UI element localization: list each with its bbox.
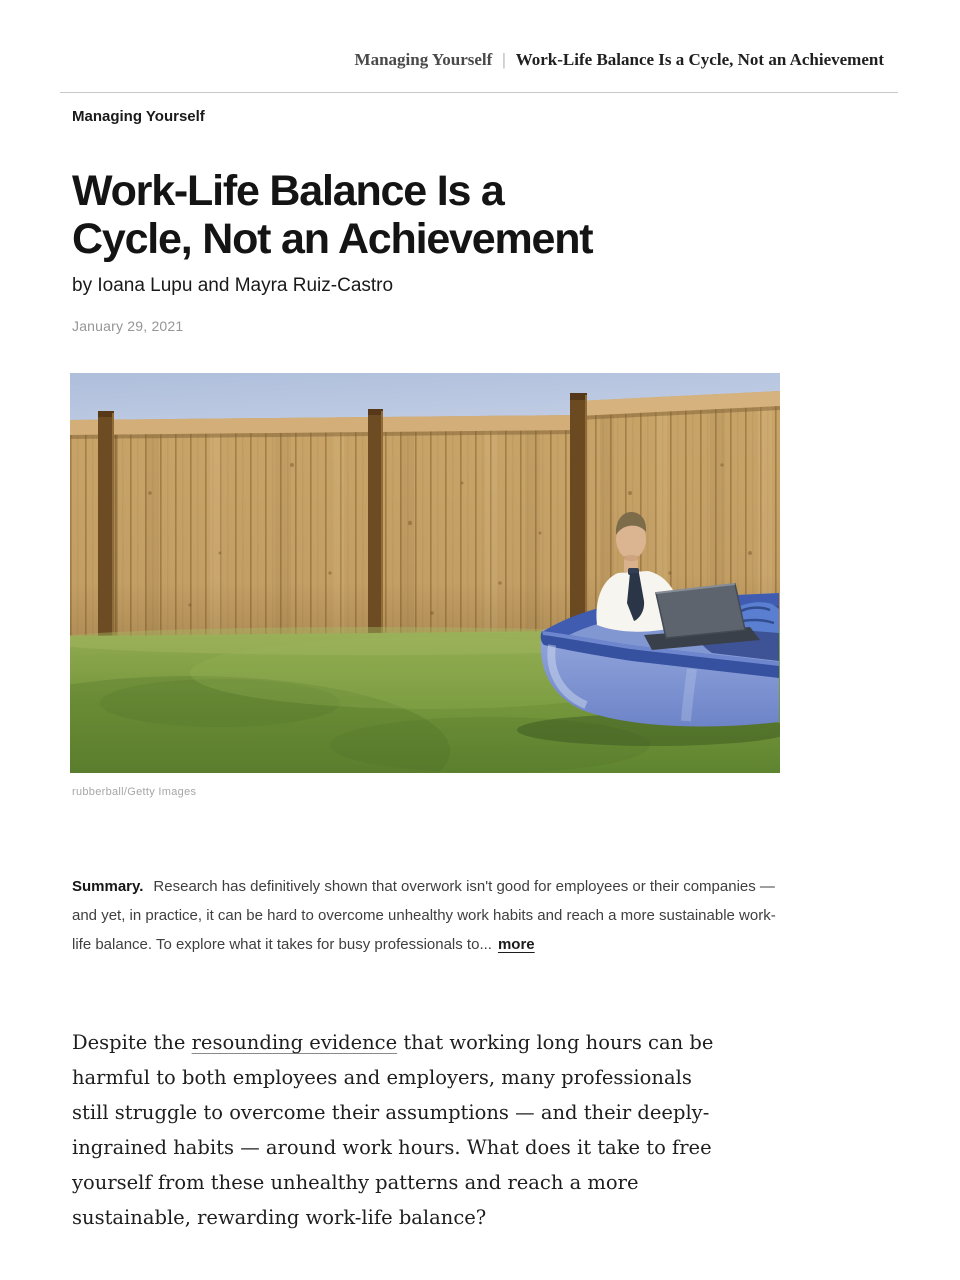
topic-link[interactable]: Managing Yourself <box>72 108 205 125</box>
summary-block <box>72 872 778 959</box>
publish-date: January 29, 2021 <box>72 318 184 334</box>
article-content <box>60 93 898 1235</box>
body-paragraph <box>72 1025 727 1235</box>
hero-image <box>70 373 780 773</box>
article-title <box>72 167 752 263</box>
body-text-end: that working long hours can be harmful to both employees and employers, many professionals still struggle to overcome their assumptions — and their deeply-ingrained habits — around work hours. What does it take to free yourself from these unhealthy patterns and reach a more sustainable, rewarding work-life balance? <box>72 1031 714 1229</box>
byline[interactable]: by Ioana Lupu and Mayra Ruiz-Castro <box>72 275 394 296</box>
photo-credit: rubberball/Getty Images <box>72 786 197 798</box>
summary-text: Research has definitively shown that overwork isn't good for employees or their companies — and yet, in practice, it can be hard to overcome unhealthy work habits and reach a more sustainable work-life balance. To explore what it takes for busy professionals to... <box>72 878 776 953</box>
title-line-1: Work-Life Balance Is a <box>72 167 504 215</box>
body-text-start: Despite the <box>72 1031 192 1054</box>
breadcrumb-article-title: Work-Life Balance Is a Cycle, Not an Achievement <box>515 50 884 69</box>
breadcrumb-section-link[interactable]: Managing Yourself <box>354 50 493 69</box>
resounding-evidence-link[interactable]: resounding evidence <box>191 1031 398 1054</box>
breadcrumb-separator: | <box>502 50 506 69</box>
breadcrumb <box>60 0 898 93</box>
summary-label: Summary. <box>72 878 144 895</box>
summary-more-link[interactable]: more <box>497 936 535 953</box>
title-line-2: Cycle, Not an Achievement <box>72 215 593 263</box>
article-page <box>60 0 898 1235</box>
